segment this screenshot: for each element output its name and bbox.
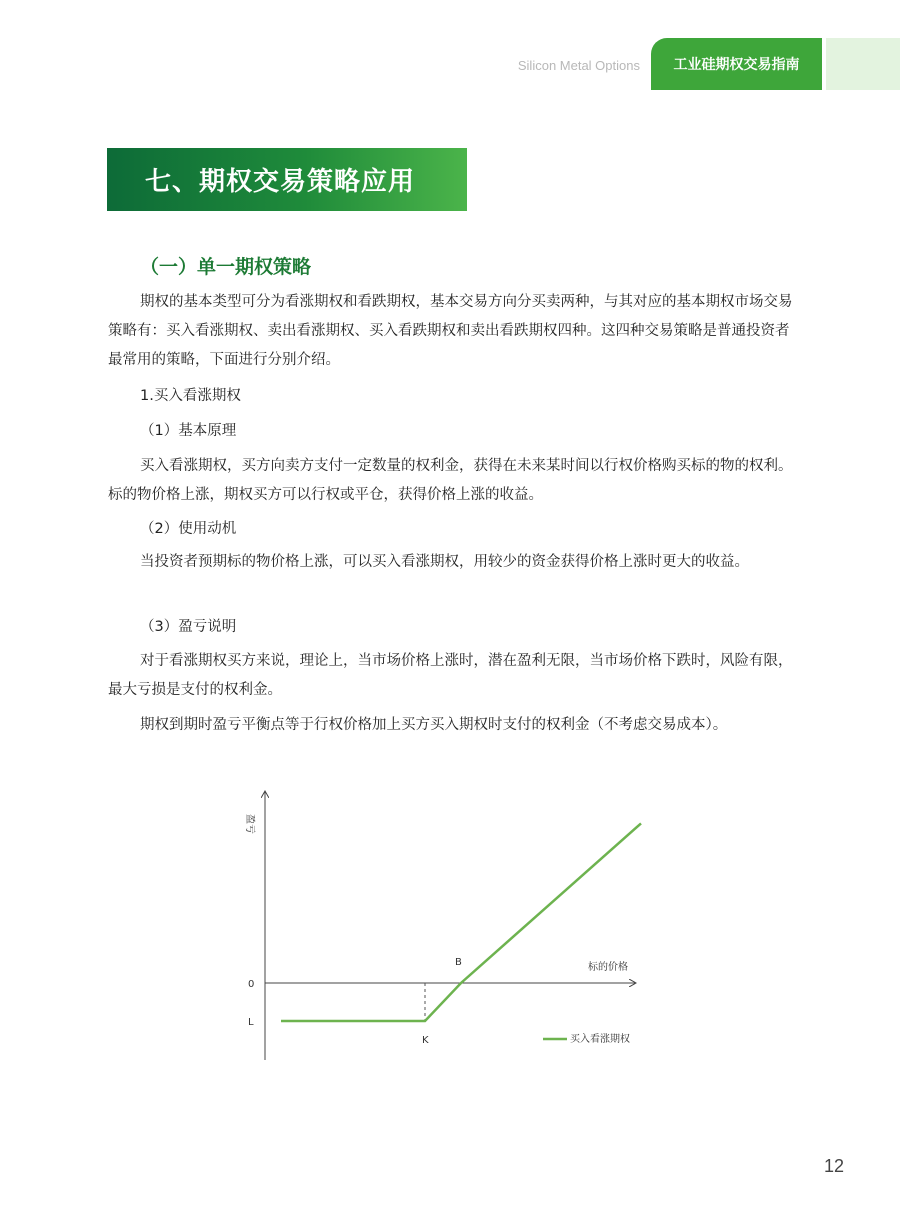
principle-paragraph: 买入看涨期权，买方向卖方支付一定数量的权利金，获得在未来某时间以行权价格购买标的物的权利。标的物价格上涨，期权买方可以行权或平仓，获得价格上涨的收益。: [108, 458, 793, 503]
pnl-heading: （3）盈亏说明: [140, 619, 237, 635]
section-title-banner: [107, 148, 467, 211]
principle-heading: （1）基本原理: [140, 423, 237, 439]
section-title: 七、期权交易策略应用: [145, 167, 416, 197]
legend-label: 买入看涨期权: [570, 1034, 630, 1045]
y-tick-zero: 0: [248, 979, 255, 990]
header-english-title: Silicon Metal Options: [517, 58, 640, 73]
long-call-payoff-chart: [230, 790, 650, 1070]
intro-paragraph: 期权的基本类型可分为看涨期权和看跌期权，基本交易方向分买卖两种，与其对应的基本期权市场交易策略有：买入看涨期权、卖出看涨期权、买入看跌期权和卖出看跌期权四种。这四种交易策略是普通投资者最常用的策略，下面进行分别介绍。: [108, 294, 793, 368]
y-tick-loss: L: [248, 1017, 254, 1028]
payoff-line: [281, 823, 641, 1021]
motive-paragraph: 当投资者预期标的物价格上涨，可以买入看涨期权，用较少的资金获得价格上涨时更大的收益。: [140, 554, 749, 570]
header-chapter-tab: [651, 38, 822, 90]
breakeven-label: B: [455, 957, 462, 968]
breakeven-paragraph: 期权到期时盈亏平衡点等于行权价格加上买方买入期权时支付的权利金（不考虑交易成本）。: [140, 717, 728, 733]
strike-label: K: [422, 1035, 429, 1046]
y-axis-label: 盈亏: [244, 814, 255, 834]
header-chinese-title: 工业硅期权交易指南: [673, 57, 800, 73]
subsection-heading: （一）单一期权策略: [140, 256, 312, 278]
item-heading: 1.买入看涨期权: [140, 388, 241, 404]
x-axis-label: 标的价格: [588, 962, 628, 973]
motive-heading: （2）使用动机: [140, 521, 237, 537]
header-accent-block: [826, 38, 900, 90]
page-number: 12: [823, 1156, 844, 1176]
pnl-paragraph: 对于看涨期权买方来说，理论上，当市场价格上涨时，潜在盈利无限，当市场价格下跌时，风险有限，最大亏损是支付的权利金。: [108, 653, 793, 698]
